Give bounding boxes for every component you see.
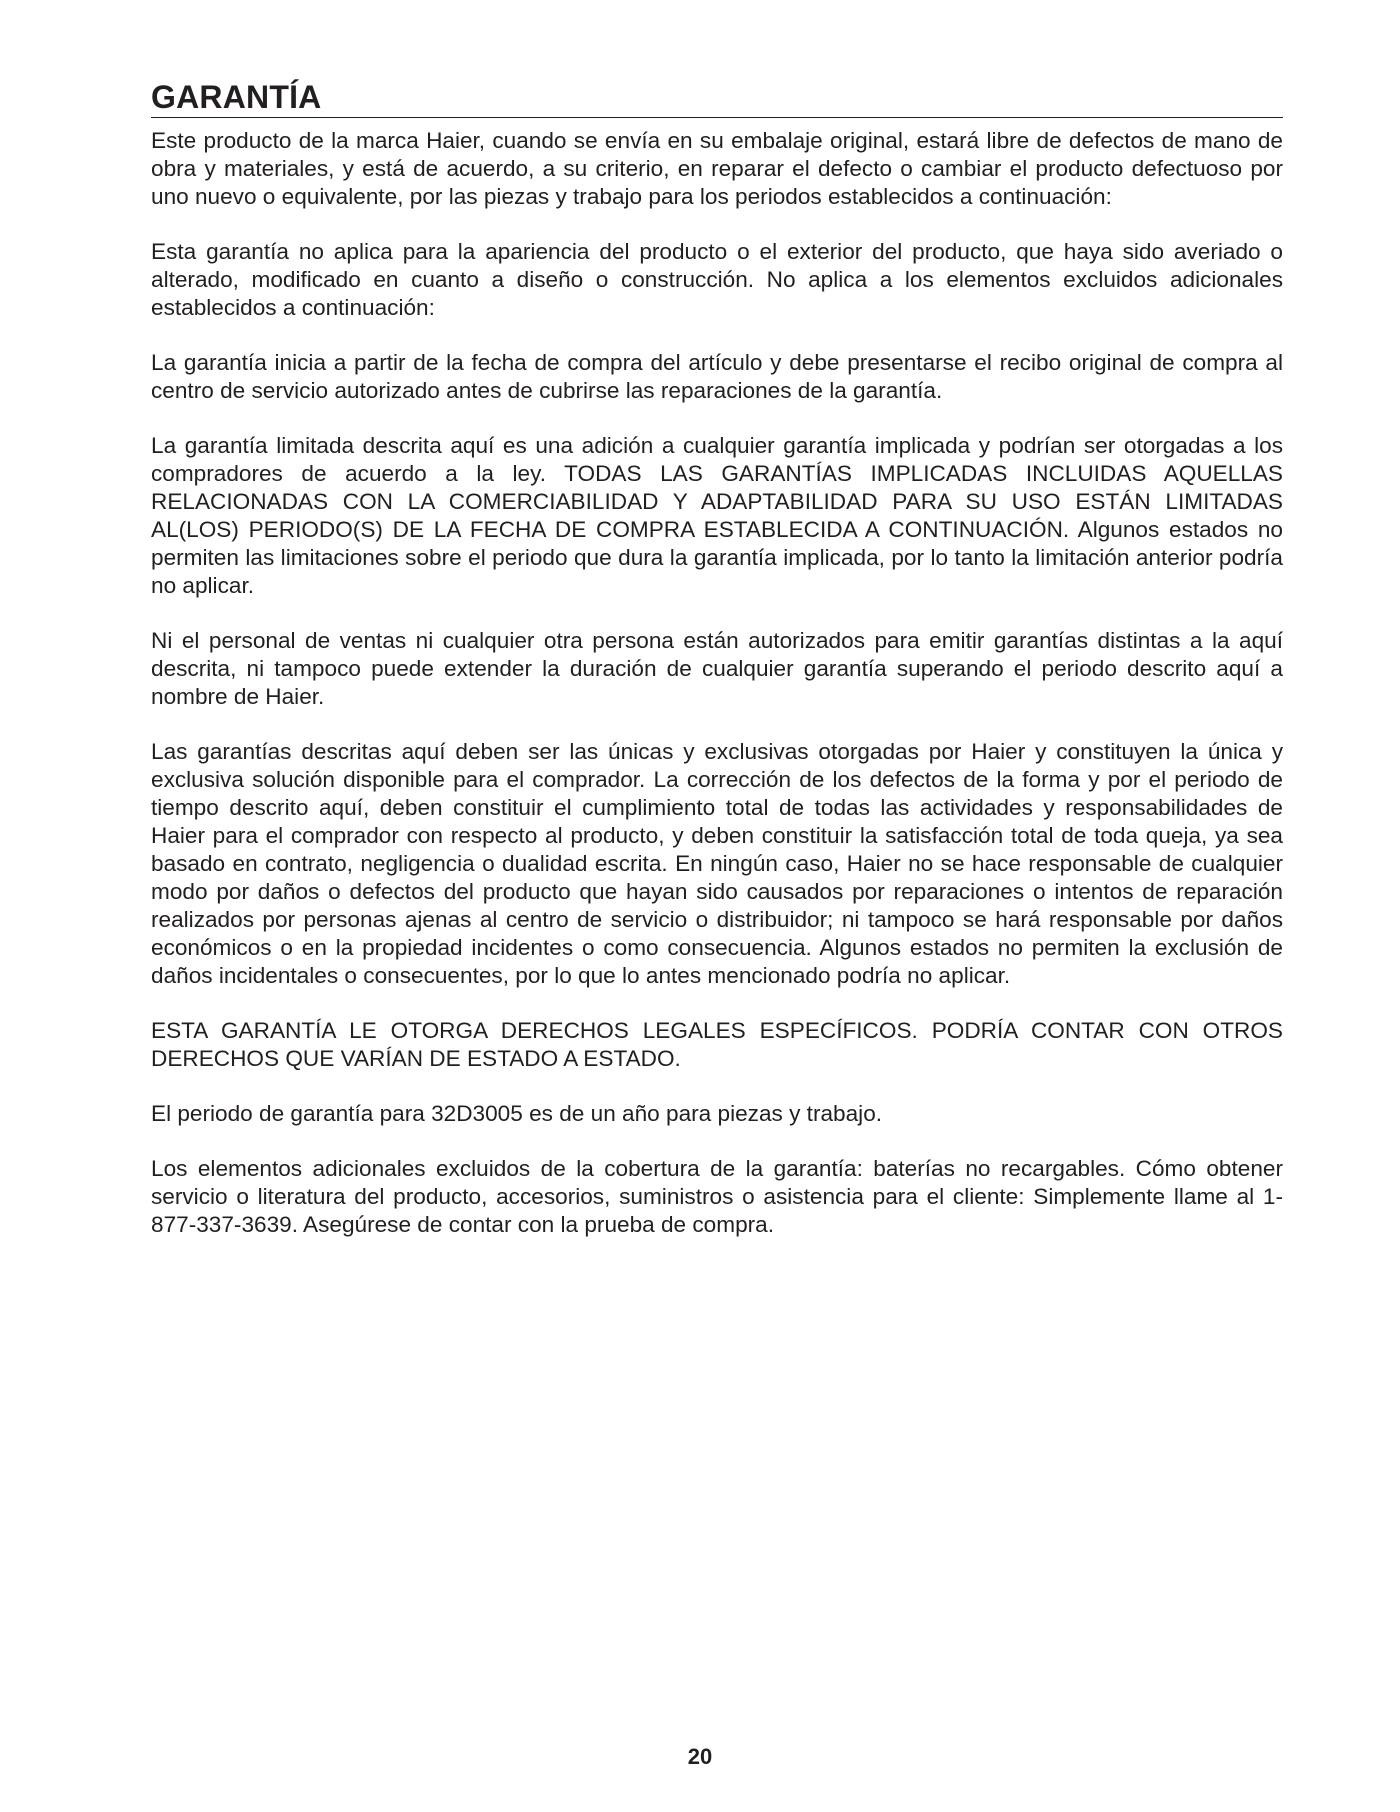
paragraph-6: Las garantías descritas aquí deben ser las únicas y exclusivas otorgadas por Haier y constituyen la única y exclusiva solución disponible para el comprador. La corrección de los defectos de la forma y por el periodo de tiempo descrito aquí, deben constituir el cumplimiento total de todas las actividades y responsabilidades de Haier para el comprador con respecto al producto, y deben constituir la satisfacción total de toda queja, ya sea basado en contrato, negligencia o dualidad escrita. En ningún caso, Haier no se hace responsable de cualquier modo por daños o defectos del producto que hayan sido causados por reparaciones o intentos de reparación realizados por personas ajenas al centro de servicio o distribuidor; ni tampoco se hará responsable por daños económicos o en la propiedad incidentes o como consecuencia. Algunos estados no permiten la exclusión de daños incidentales o consecuentes, por lo que lo antes mencionado podría no aplicar.: [151, 738, 1283, 988]
paragraph-8: El periodo de garantía para 32D3005 es de un año para piezas y trabajo.: [151, 1100, 883, 1126]
paragraph-4: La garantía limitada descrita aquí es una adición a cualquier garantía implicada y podrían ser otorgadas a los compradores de acuerdo a la ley. TODAS LAS GARANTÍAS IMPLICADAS INCLUIDAS AQUELLAS RELACIONADAS CON LA COMERCIABILIDAD Y ADAPTABILIDAD PARA SU USO ESTÁN LIMITADAS AL(LOS) PERIODO(S) DE LA FECHA DE COMPRA ESTABLECIDA A CONTINUACIÓN. Algunos estados no permiten las limitaciones sobre el periodo que dura la garantía implicada, por lo tanto la limitación anterior podría no aplicar.: [151, 432, 1283, 598]
document-page: [151, 80, 1283, 1266]
paragraph-5: Ni el personal de ventas ni cualquier otra persona están autorizados para emitir garantías distintas a la aquí descrita, ni tampoco puede extender la duración de cualquier garantía superando el periodo descrito aquí a nombre de Haier.: [151, 627, 1283, 709]
paragraph-9: Los elementos adicionales excluidos de la cobertura de la garantía: baterías no recargables. Cómo obtener servicio o literatura del producto, accesorios, suministros o asistencia para el cliente: Simplemente llame al 1-877-337-3639. Asegúrese de contar con la prueba de compra.: [151, 1155, 1283, 1237]
document-body: [151, 127, 1283, 1239]
page-title: GARANTÍA: [151, 80, 1283, 118]
paragraph-1: Este producto de la marca Haier, cuando se envía en su embalaje original, estará libre de defectos de mano de obra y materiales, y está de acuerdo, a su criterio, en reparar el defecto o cambiar el producto defectuoso por uno nuevo o equivalente, por las piezas y trabajo para los periodos establecidos a continuación:: [151, 127, 1283, 209]
page-number: 20: [687, 1744, 713, 1769]
paragraph-2: Esta garantía no aplica para la apariencia del producto o el exterior del producto, que haya sido averiado o alterado, modificado en cuanto a diseño o construcción. No aplica a los elementos excluidos adicionales establecidos a continuación:: [151, 238, 1283, 320]
paragraph-3: La garantía inicia a partir de la fecha de compra del artículo y debe presentarse el recibo original de compra al centro de servicio autorizado antes de cubrirse las reparaciones de la garantía.: [151, 349, 1283, 403]
paragraph-7: ESTA GARANTÍA LE OTORGA DERECHOS LEGALES ESPECÍFICOS. PODRÍA CONTAR CON OTROS DERECHOS QUE VARÍAN DE ESTADO A ESTADO.: [151, 1017, 1283, 1071]
